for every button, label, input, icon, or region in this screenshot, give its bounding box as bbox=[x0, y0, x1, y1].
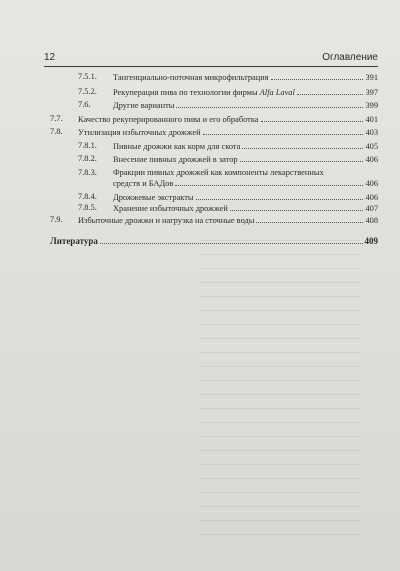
toc-entry-page: 405 bbox=[365, 142, 378, 151]
toc-entry-title: Внесение пивных дрожжей в затор bbox=[113, 155, 238, 164]
leader-dots bbox=[261, 114, 364, 122]
leader-dots bbox=[242, 141, 363, 149]
leader-dots bbox=[176, 100, 363, 108]
toc-entry-title: Другие варианты bbox=[113, 101, 175, 110]
toc-entry-page: 409 bbox=[364, 236, 378, 246]
toc-entry-title: Качество рекуперированного пива и его обработка bbox=[78, 115, 259, 124]
toc-entry-title: Тангенциально-поточная микрофильтрация bbox=[113, 73, 269, 82]
leader-dots bbox=[230, 203, 364, 211]
leader-dots bbox=[240, 154, 364, 162]
toc-entry-page: 408 bbox=[365, 216, 378, 225]
toc-entry-title: Рекуперация пива по технологии фирмы Alfa Laval bbox=[113, 88, 295, 97]
toc-entry-title: Дрожжевые экстракты bbox=[113, 193, 194, 202]
toc-entry-page: 391 bbox=[365, 73, 378, 82]
toc-entry-number: 7.8. bbox=[50, 127, 63, 136]
toc-entry-page: 407 bbox=[365, 204, 378, 213]
toc-entry-number: 7.7. bbox=[50, 114, 63, 123]
toc-entry-page: 403 bbox=[365, 128, 378, 137]
toc-entry-page: 406 bbox=[365, 179, 378, 188]
toc-entry-title: Хранение избыточных дрожжей bbox=[113, 204, 228, 213]
leader-dots bbox=[297, 87, 364, 95]
section-title: Оглавление bbox=[322, 52, 378, 63]
toc-entry-number: 7.9. bbox=[50, 215, 63, 224]
leader-dots bbox=[256, 215, 363, 223]
page-number: 12 bbox=[44, 52, 56, 63]
toc-entry-number: 7.8.3. bbox=[78, 168, 97, 177]
leader-dots bbox=[196, 192, 364, 200]
toc-entry-number: 7.6. bbox=[78, 100, 91, 109]
toc-entry-page: 399 bbox=[365, 101, 378, 110]
toc-entry-number: 7.5.2. bbox=[78, 87, 97, 96]
leader-dots bbox=[271, 72, 364, 80]
toc-entry-number: 7.8.2. bbox=[78, 154, 97, 163]
toc-entry-title: Пивные дрожжи как корм для скота bbox=[113, 142, 241, 151]
toc-entry-number: 7.8.1. bbox=[78, 141, 97, 150]
toc-entry-title: Избыточные дрожжи и нагрузка на сточные воды bbox=[78, 216, 255, 225]
page-header bbox=[44, 52, 378, 66]
toc-entry-title: Литература bbox=[50, 236, 98, 246]
toc-entry-page: 401 bbox=[365, 115, 378, 124]
show-through-shadow bbox=[200, 240, 360, 540]
toc-entry-number: 7.8.4. bbox=[78, 192, 97, 201]
toc-entry-page: 406 bbox=[365, 155, 378, 164]
toc-entry-page: 406 bbox=[365, 193, 378, 202]
leader-dots bbox=[175, 178, 363, 186]
toc-entry-title-line2: средств и БАДов bbox=[113, 179, 174, 188]
toc-entry-title: Утилизация избыточных дрожжей bbox=[78, 128, 201, 137]
header-rule bbox=[44, 66, 378, 67]
toc-entry-number: 7.8.5. bbox=[78, 203, 97, 212]
leader-dots bbox=[203, 127, 364, 135]
toc-entry-number: 7.5.1. bbox=[78, 72, 97, 81]
toc-entry-title-line1: Фракции пивных дрожжей как компоненты лекарственных bbox=[113, 168, 324, 177]
toc-entry-page: 397 bbox=[365, 88, 378, 97]
